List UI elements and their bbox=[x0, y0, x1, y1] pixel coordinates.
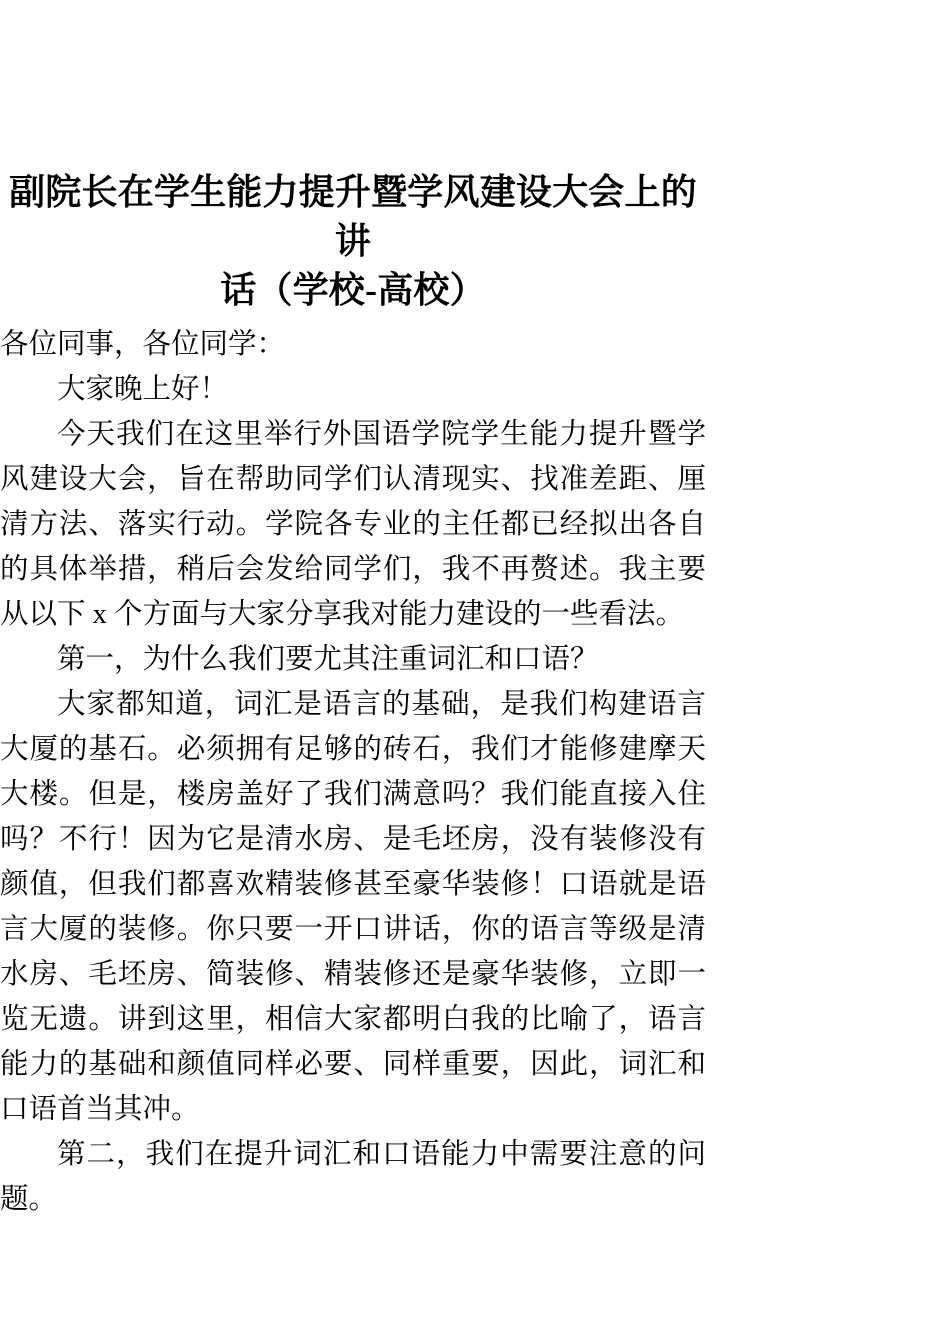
paragraph-intro: 今天我们在这里举行外国语学院学生能力提升暨学风建设大会，旨在帮助同学们认清现实、找准差距、厘清方法、落实行动。学院各专业的主任都已经拟出各自的具体举措，稍后会发给同学们，我不再赘述。我主要从以下 x 个方面与大家分享我对能力建设的一些看法。 bbox=[0, 419, 706, 630]
paragraph-point-one-body: 大家都知道，词汇是语言的基础，是我们构建语言大厦的基石。必须拥有足够的砖石，我们才能修建摩天大楼。但是，楼房盖好了我们满意吗？我们能直接入住吗？不行！因为它是清水房、是毛坯房，没有装修没有颜值，但我们都喜欢精装修甚至豪华装修！口语就是语言大厦的装修。你只要一开口讲话，你的语言等级是清水房、毛坯房、简装修、精装修还是豪华装修，立即一览无遗。讲到这里，相信大家都明白我的比喻了，语言能力的基础和颜值同样必要、同样重要，因此，词汇和口语首当其冲。 bbox=[0, 689, 706, 1125]
document-body bbox=[0, 322, 706, 1222]
paragraph-greeting: 大家晚上好！ bbox=[57, 374, 229, 405]
page-title bbox=[0, 168, 706, 315]
paragraph-point-one-heading: 第一，为什么我们要尤其注重词汇和口语？ bbox=[57, 644, 599, 675]
page-title-line-1: 副院长在学生能力提升暨学风建设大会上的讲 bbox=[9, 172, 697, 261]
paragraph-point-two-heading: 第二，我们在提升词汇和口语能力中需要注意的问题。 bbox=[0, 1139, 706, 1215]
paragraph-salutation: 各位同事，各位同学： bbox=[0, 329, 286, 360]
page-title-line-2: 话（学校-高校） bbox=[220, 270, 486, 310]
